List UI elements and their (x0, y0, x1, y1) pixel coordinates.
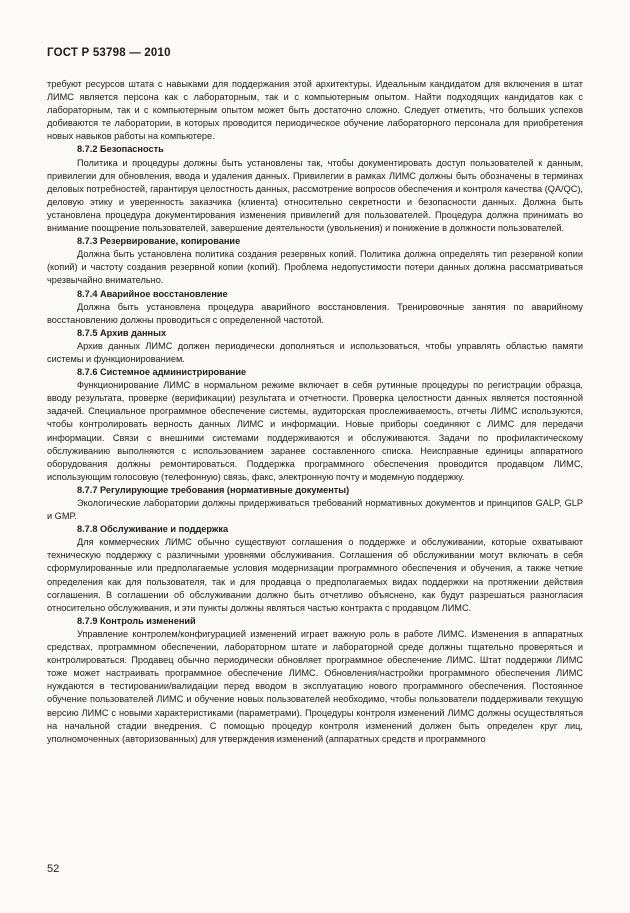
section-paragraph: Архив данных ЛИМС должен периодически дополняться и использоваться, чтобы управлять областью памяти системы и функционированием. (47, 340, 583, 364)
document-body (47, 78, 583, 746)
section-heading-disaster-recovery: 8.7.4 Аварийное восстановление (77, 288, 228, 299)
section-paragraph: Для коммерческих ЛИМС обычно существуют соглашения о поддержке и обслуживании, которые охватывают техническую поддержку с различными уровнями обслуживания. Соглашения об обслуживании могут включать в себя сформулированные или предполагаемые условия модернизации программного обеспечения и обучения, а также четкие определения как для пользователя, так и для продавца о предполагаемых видах поддержки на протяжении действия соглашения. В соглашении об обслуживании должно быть отчетливо объяснено, как будут разрешаться разногласия относительно обслуживания, и эти пункты должны являться частью контракта с продавцом ЛИМС. (47, 537, 583, 613)
section-paragraph: Экологические лаборатории должны придерживаться требований нормативных документов и принципов GALP, GLP и GMP. (47, 498, 583, 522)
section-heading-backup: 8.7.3 Резервирование, копирование (77, 236, 241, 247)
section-paragraph: Функционирование ЛИМС в нормальном режиме включает в себя рутинные процедуры по регистрации образца, вводу результата, проверке (верификации) результата и отчетности. Проверка целостности данных является постоянной задачей. Специальное программное обеспечение системы, аудиторская прослеживаемость, отчеты ЛИМС используются, чтобы контролировать верность данных ЛИМС и информации. Новые приборы соединяют с ЛИМС для передачи информации. Связи с внешними системами поддерживаются и обслуживаются. Задачи по профилактическому обслуживанию выполняются с использованием заранее составленного списка. Неисправные единицы аппаратного оборудования должны ремонтироваться. Поддержка программного обеспечения проводится продавцом ЛИМС, использующим голосовую (телефонную) связь, факс, электронную почту и модемную поддержку. (47, 380, 583, 482)
document-header: ГОСТ Р 53798 — 2010 (47, 47, 171, 59)
page-number: 52 (47, 863, 60, 875)
section-heading-change-control: 8.7.9 Контроль изменений (77, 615, 196, 626)
section-paragraph: Политика и процедуры должны быть установлены так, чтобы документировать доступ пользователей к данным, привилегии для обновления, ввода и удаления данных. Привилегии в рамках ЛИМС должны быть обозначены в терминах деловых потребностей, гарантируя целостность данных, рассмотрение вопросов обеспечения и контроля качества (QA/QC), деловую этику и уверенность заказчика (клиента) относительно секретности и безопасности данных. Должна быть установлена процедура документирования изменения привилегий для пользователей. Процедура должна принимать во внимание поощрение пользователей, завершение деятельности (увольнения) и понижение в должности пользователей. (47, 157, 583, 234)
section-heading-system-administration: 8.7.6 Системное администрирование (77, 367, 247, 378)
section-paragraph: Управление контролем/конфигурацией изменений играет важную роль в работе ЛИМС. Изменения в аппаратных средствах, программном обеспечении, лабораторном штате и лабораторной среде должны тщательно проверяться и контролироваться. Продавец обычно периодически обновляет программное обеспечение ЛИМС. Штат поддержки ЛИМС тоже может настраивать программное обеспечение ЛИМС. Обновления/настройки программного обеспечения ЛИМС нуждаются в тестировании/валидации перед вводом в эксплуатацию нового программного обеспечения. Постоянное обучение пользователей ЛИМС и обучение новых пользователей необходимо, чтобы пользователи поддерживали текущую версию ЛИМС с новыми характеристиками (параметрами). Процедуры контроля изменений ЛИМС должны осуществляться на начальной стадии внедрения. С помощью процедур контроля изменений должен быть определен круг лиц, уполномоченных (авторизованных) для утверждения изменений (аппаратных средств и программного (47, 628, 583, 744)
section-heading-maintenance: 8.7.8 Обслуживание и поддержка (77, 524, 229, 535)
section-heading-data-archive: 8.7.5 Архив данных (77, 327, 167, 338)
section-paragraph: Должна быть установлена политика создания резервных копий. Политика должна определять тип резервной копии (копий) и частоту создания резервной копии (копий). Проблема недопустимости потери данных должна рассматриваться чрезвычайно внимательно. (47, 249, 583, 286)
section-heading-regulatory: 8.7.7 Регулирующие требования (нормативные документы) (77, 484, 350, 495)
section-paragraph: Должна быть установлена процедура аварийного восстановления. Тренировочные занятия по аварийному восстановлению должны проводиться с определенной частотой. (47, 301, 583, 325)
intro-paragraph: требуют ресурсов штата с навыками для поддержания этой архитектуры. Идеальным кандидатом для включения в штат ЛИМС является персона как с лабораторным, так и с компьютерным опытом. Найти подходящих кандидатов как с лабораторным, так и с компьютерным опытом может быть достаточно сложно. Следует отметить, что больших успехов добиваются те лаборатории, в которых проводится периодическое обучение лабораторного персонала для приобретения новых навыков работы на компьютере. (47, 79, 583, 142)
section-heading-security: 8.7.2 Безопасность (77, 144, 164, 155)
